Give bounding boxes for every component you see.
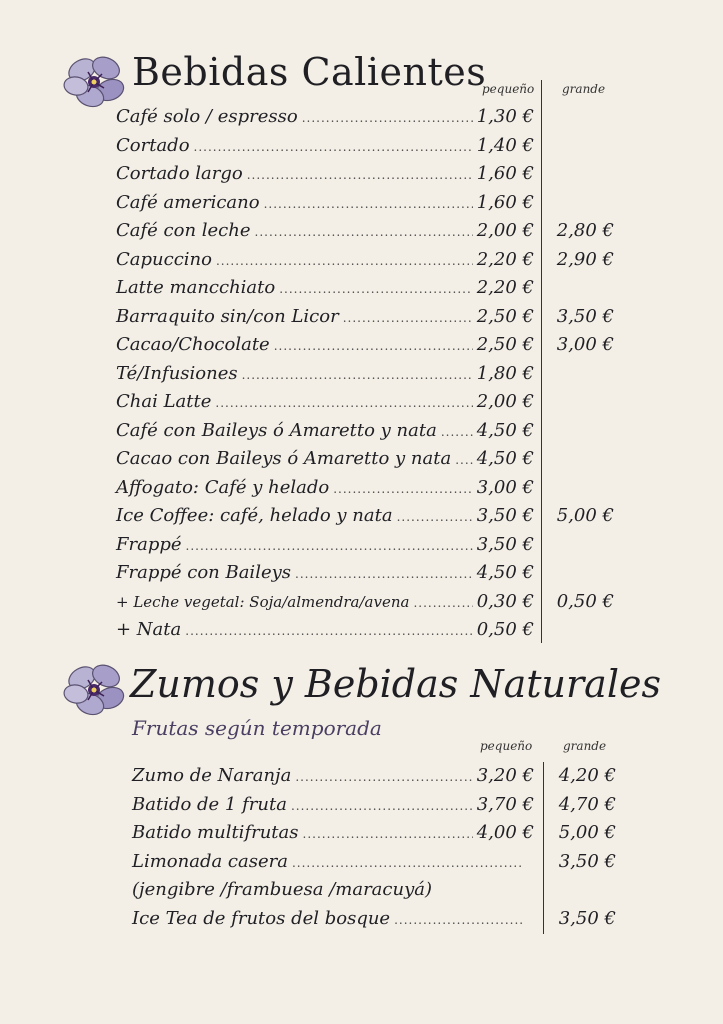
price-large: 0,50 € [556, 590, 614, 612]
dot-leader [397, 503, 473, 531]
menu-item-name: Batido multifrutas [132, 822, 299, 843]
dot-leader [264, 190, 473, 218]
hot-drinks-title: Bebidas Calientes [132, 50, 487, 94]
natural-col-large: grande [563, 739, 607, 753]
menu-item [116, 331, 534, 359]
dot-leader [185, 617, 472, 645]
price-small: 4,50 € [476, 448, 534, 469]
dot-leader [242, 361, 473, 389]
menu-item-name: Café solo / espresso [116, 106, 298, 127]
price-large: 5,00 € [558, 822, 616, 843]
dot-leader [291, 792, 473, 820]
price-small: 4,50 € [476, 419, 534, 441]
menu-item-name: Chai Latte [116, 391, 212, 412]
menu-item [116, 559, 534, 587]
menu-item [116, 303, 534, 331]
dot-leader [302, 104, 473, 132]
menu-item-name: Ice Tea de frutos del bosque [132, 907, 391, 929]
dot-leader [303, 820, 473, 848]
price-small: 3,50 € [476, 505, 534, 526]
violet-flower-icon [60, 658, 128, 720]
menu-item [116, 474, 534, 502]
menu-item-name: Ice Coffee: café, helado y nata [116, 505, 393, 526]
menu-item [116, 531, 534, 559]
menu-item-name: Frappé con Baileys [116, 562, 292, 583]
dot-leader [455, 446, 473, 474]
dot-leader [343, 304, 473, 332]
menu-item-name: + Nata [116, 619, 182, 640]
price-large: 5,00 € [556, 505, 614, 526]
price-small: 2,20 € [476, 248, 534, 270]
menu-item [132, 819, 534, 847]
menu-item [116, 445, 534, 473]
price-small: 2,20 € [476, 277, 534, 298]
price-large: 2,80 € [556, 220, 614, 241]
price-small: 2,50 € [476, 305, 534, 327]
dot-leader [255, 218, 473, 246]
dot-leader [441, 418, 473, 446]
price-small: 1,80 € [476, 362, 534, 384]
price-large: 3,00 € [556, 334, 614, 355]
menu-item-name: + Leche vegetal: Soja/almendra/avena [116, 592, 410, 611]
menu-item [132, 876, 527, 904]
menu-item [116, 246, 534, 274]
menu-item [116, 217, 534, 245]
natural-drinks-title: Zumos y Bebidas Naturales [130, 662, 661, 706]
price-small: 0,50 € [476, 619, 534, 640]
menu-item-name: Barraquito sin/con Licor [116, 305, 339, 327]
menu-item [116, 160, 534, 188]
menu-item-name: Cortado [116, 134, 190, 156]
price-small: 1,30 € [476, 106, 534, 127]
menu-item-name: Té/Infusiones [116, 362, 238, 384]
menu-item-name: Capuccino [116, 248, 212, 270]
hot-col-small: pequeño [482, 82, 535, 96]
menu-item [116, 502, 534, 530]
menu-item-name: Cortado largo [116, 163, 243, 184]
menu-item [132, 848, 527, 876]
hot-divider [541, 80, 542, 643]
menu-item-name: Limonada casera [132, 850, 288, 872]
dot-leader [279, 275, 473, 303]
menu-item [116, 417, 534, 445]
dot-leader [295, 560, 473, 588]
price-small: 3,00 € [476, 476, 534, 498]
menu-item-name: Café americano [116, 191, 260, 213]
menu-item [116, 616, 534, 644]
price-small: 2,50 € [476, 334, 534, 355]
menu-item-name: Frappé [116, 533, 182, 555]
menu-item [132, 762, 534, 790]
menu-item [116, 588, 534, 616]
price-small: 2,00 € [476, 220, 534, 241]
price-small: 3,20 € [476, 765, 534, 786]
price-large: 3,50 € [558, 850, 616, 872]
price-large: 4,70 € [558, 793, 616, 815]
menu-item [116, 360, 534, 388]
dot-leader [333, 475, 473, 503]
menu-item [116, 132, 534, 160]
dot-leader [215, 389, 472, 417]
price-large: 2,90 € [556, 248, 614, 270]
dot-leader [295, 763, 472, 791]
natural-subtitle: Frutas según temporada [132, 716, 382, 740]
menu-item-name: Cacao con Baileys ó Amaretto y nata [116, 448, 452, 469]
dot-leader [394, 906, 523, 934]
price-small: 3,50 € [476, 533, 534, 555]
menu-item [132, 905, 527, 933]
price-small: 4,50 € [476, 562, 534, 583]
menu-item-name: (jengibre /frambuesa /maracuyá) [132, 879, 433, 900]
menu-item [132, 791, 534, 819]
dot-leader [194, 133, 473, 161]
menu-item-name: Café con Baileys ó Amaretto y nata [116, 419, 437, 441]
natural-col-small: pequeño [480, 739, 533, 753]
menu-item [116, 103, 534, 131]
price-small: 3,70 € [476, 793, 534, 815]
price-small: 4,00 € [476, 822, 534, 843]
price-small: 1,40 € [476, 134, 534, 156]
dot-leader [247, 161, 473, 189]
price-small: 0,30 € [476, 590, 534, 612]
dot-leader [292, 849, 523, 877]
menu-item-name: Affogato: Café y helado [116, 476, 330, 498]
menu-item-name: Zumo de Naranja [132, 765, 292, 786]
price-large: 3,50 € [558, 907, 616, 929]
dot-leader [186, 532, 473, 560]
price-small: 2,00 € [476, 391, 534, 412]
menu-item [116, 274, 534, 302]
price-small: 1,60 € [476, 163, 534, 184]
price-small: 1,60 € [476, 191, 534, 213]
menu-item-name: Café con leche [116, 220, 251, 241]
dot-leader [274, 332, 473, 360]
menu-item-name: Batido de 1 fruta [132, 793, 287, 815]
dot-leader [413, 589, 472, 617]
dot-leader [216, 247, 473, 275]
price-large: 4,20 € [558, 765, 616, 786]
menu-item-name: Latte mancchiato [116, 277, 276, 298]
menu-item [116, 189, 534, 217]
price-large: 3,50 € [556, 305, 614, 327]
hot-col-large: grande [562, 82, 606, 96]
menu-item-name: Cacao/Chocolate [116, 334, 270, 355]
menu-item [116, 388, 534, 416]
